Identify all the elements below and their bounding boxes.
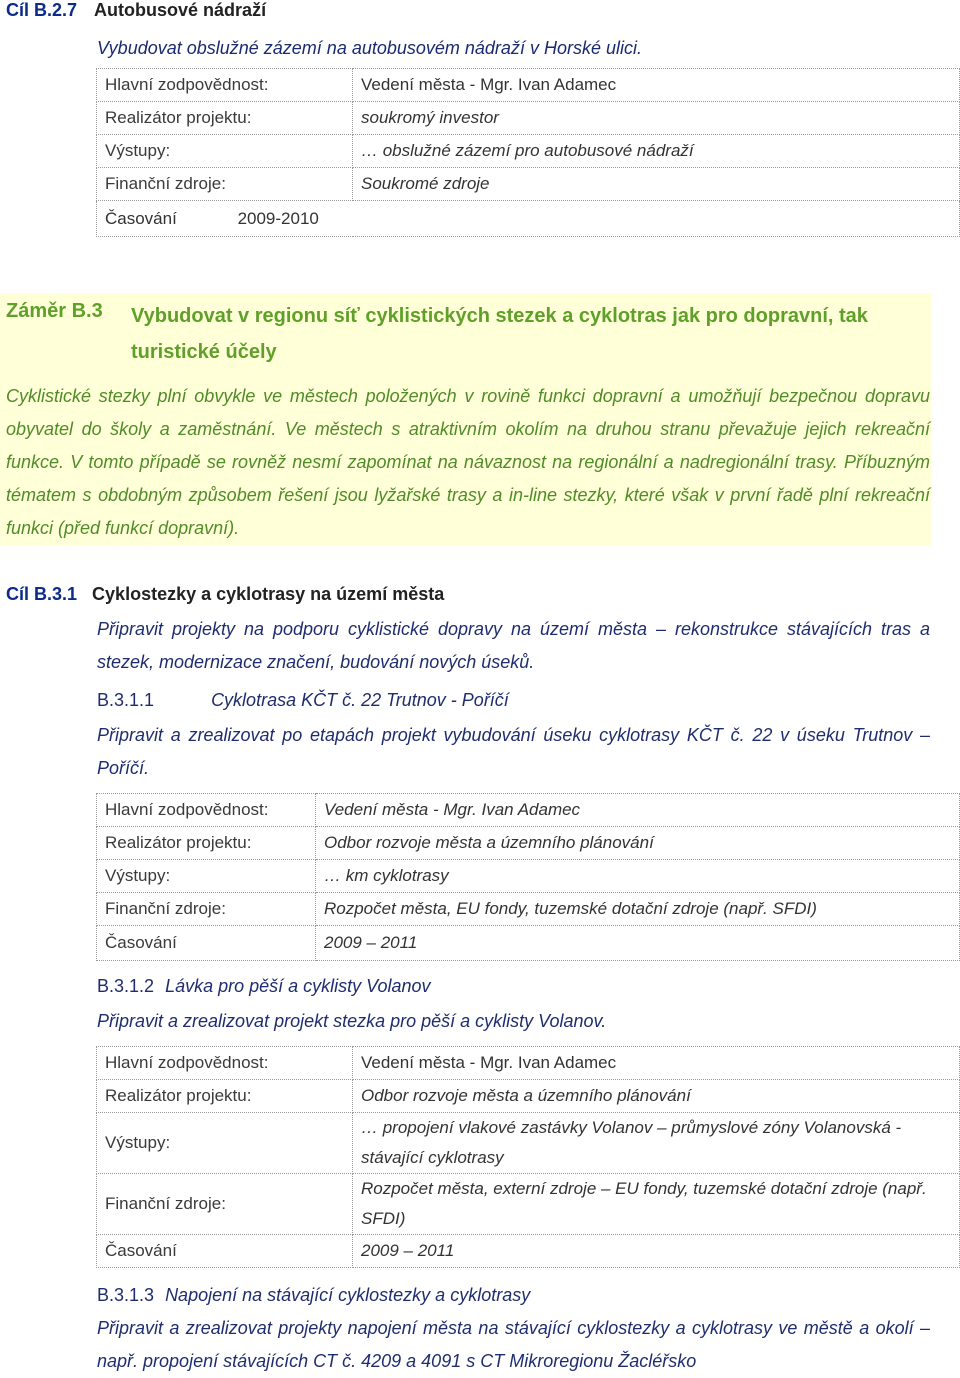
project-b312-heading — [97, 976, 431, 997]
info-row-implementer — [97, 827, 960, 860]
info-value: Vedení města - Mgr. Ivan Adamec — [353, 69, 960, 102]
info-value: … propojení vlakové zastávky Volanov – průmyslové zóny Volanovská - stávající cyklotrasy — [353, 1113, 960, 1174]
info-value: Soukromé zdroje — [353, 168, 960, 201]
info-row-implementer — [97, 102, 960, 135]
timing-label: Časování — [97, 1235, 353, 1268]
info-row-responsibility — [97, 794, 960, 827]
info-label: Realizátor projektu: — [97, 827, 316, 860]
project-b311-title: Cyklotrasa KČT č. 22 Trutnov - Poříčí — [211, 690, 509, 710]
info-value: … obslužné zázemí pro autobusové nádraží — [353, 135, 960, 168]
project-b312-number: B.3.1.2 — [97, 976, 155, 996]
goal-b31-id: Cíl B.3.1 — [6, 584, 78, 604]
info-row-timing — [97, 1235, 960, 1268]
timing-label: Časování — [105, 208, 177, 228]
goal-b31-description: Připravit projekty na podporu cyklistické dopravy na území města – rekonstrukce stávajících tras a stezek, modernizace značení, budování nových úseků. — [97, 619, 930, 672]
goal-b27-title: Autobusové nádraží — [94, 0, 267, 20]
info-value: Vedení města - Mgr. Ivan Adamec — [353, 1047, 960, 1080]
goal-b27-id: Cíl B.2.7 — [6, 0, 78, 20]
info-label: Realizátor projektu: — [97, 1080, 353, 1113]
info-value: Rozpočet města, externí zdroje – EU fondy, tuzemské dotační zdroje (např. SFDI) — [353, 1174, 960, 1235]
project-b311-info-table — [96, 793, 960, 961]
info-row-funding — [97, 168, 960, 201]
info-row-responsibility — [97, 69, 960, 102]
project-b311-description: Připravit a zrealizovat po etapách projekt vybudování úseku cyklotrasy KČT č. 22 v úseku Trutnov – Poříčí. — [97, 725, 930, 778]
info-value: … km cyklotrasy — [316, 860, 960, 893]
info-row-outputs — [97, 1113, 960, 1174]
info-row-responsibility — [97, 1047, 960, 1080]
info-label: Výstupy: — [97, 1113, 353, 1174]
project-b313-description: Připravit a zrealizovat projekty napojení města na stávající cyklostezky a cyklotrasy ve městě a okolí – např. propojení stávajících CT č. 4209 a 4091 s CT Mikroregionu Žacléřsko — [97, 1318, 930, 1371]
timing-label: Časování — [97, 926, 316, 961]
info-value: soukromý investor — [353, 102, 960, 135]
info-label: Finanční zdroje: — [97, 1174, 353, 1235]
goal-b27-heading — [6, 0, 266, 21]
info-row-timing — [97, 201, 960, 237]
info-label: Hlavní zodpovědnost: — [97, 1047, 353, 1080]
info-label: Hlavní zodpovědnost: — [97, 69, 353, 102]
info-row-outputs — [97, 135, 960, 168]
info-label: Finanční zdroje: — [97, 168, 353, 201]
project-b313-title: Napojení na stávající cyklostezky a cyklotrasy — [165, 1285, 531, 1305]
project-b313-number: B.3.1.3 — [97, 1285, 155, 1305]
info-label: Finanční zdroje: — [97, 893, 316, 926]
info-row-outputs — [97, 860, 960, 893]
zamer-b3-title: Vybudovat v regionu síť cyklistických stezek a cyklotras jak pro dopravní, tak turistické účely — [131, 305, 868, 363]
timing-value: 2009 – 2011 — [316, 926, 960, 961]
info-label: Hlavní zodpovědnost: — [97, 794, 316, 827]
project-b312-description: Připravit a zrealizovat projekt stezka pro pěší a cyklisty Volanov. — [97, 1011, 607, 1031]
info-label: Realizátor projektu: — [97, 102, 353, 135]
info-timing-cell — [97, 201, 960, 237]
info-row-timing — [97, 926, 960, 961]
goal-b27-description: Vybudovat obslužné zázemí na autobusovém nádraží v Horské ulici. — [97, 38, 642, 58]
project-b311-number: B.3.1.1 — [97, 690, 155, 710]
zamer-b3-label: Záměr B.3 — [6, 300, 103, 322]
info-value: Rozpočet města, EU fondy, tuzemské dotační zdroje (např. SFDI) — [316, 893, 960, 926]
zamer-b3-text: Cyklistické stezky plní obvykle ve městech položených v rovině funkci dopravní a umožňují bezpečnou dopravu obyvatel do školy a zaměstnání. Ve městech s atraktivním okolím na druhou stranu převažuje jejich rekreační funkce. V tomto případě se rovněž nesmí zapomínat na návaznost na regionální a nadregionální trasy. Příbuzným tématem s obdobným způsobem řešení jsou lyžařské trasy a in-line stezky, které však v první řadě plní rekreační funkci (před funkcí dopravní). — [6, 386, 930, 538]
info-row-funding — [97, 893, 960, 926]
info-row-implementer — [97, 1080, 960, 1113]
timing-value: 2009-2010 — [237, 208, 319, 228]
project-b312-title: Lávka pro pěší a cyklisty Volanov — [165, 976, 431, 996]
project-b312-info-table — [96, 1046, 960, 1268]
goal-b31-title: Cyklostezky a cyklotrasy na území města — [92, 584, 445, 604]
info-value: Odbor rozvoje města a územního plánování — [316, 827, 960, 860]
project-b313-heading — [97, 1285, 530, 1306]
timing-value: 2009 – 2011 — [353, 1235, 960, 1268]
info-row-funding — [97, 1174, 960, 1235]
goal-b31-heading — [6, 584, 444, 605]
project-b311-heading — [97, 690, 509, 711]
info-label: Výstupy: — [97, 860, 316, 893]
info-label: Výstupy: — [97, 135, 353, 168]
goal-b27-info-table — [96, 68, 960, 237]
info-value: Odbor rozvoje města a územního plánování — [353, 1080, 960, 1113]
info-value: Vedení města - Mgr. Ivan Adamec — [316, 794, 960, 827]
